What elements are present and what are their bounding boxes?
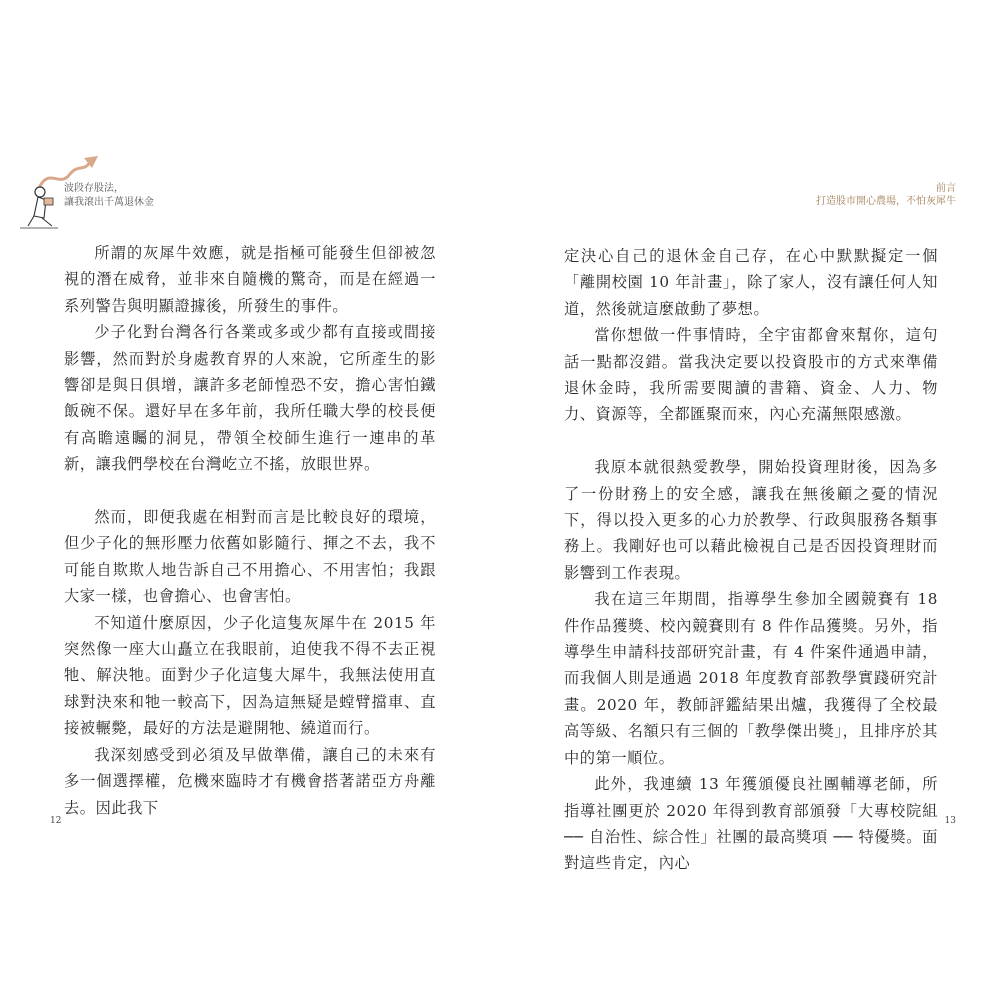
running-head-right: [816, 182, 956, 208]
paragraph: 定決心自己的退休金自己存，在心中默默擬定一個「離開校園 10 年計畫」，除了家人，沒有讓任何人知道，然後就這麼啟動了夢想。: [564, 247, 938, 318]
paragraph: 不知道什麼原因，少子化這隻灰犀牛在 2015 年突然像一座大山矗立在我眼前，迫使我不得不去正視牠、解決牠。面對少子化這隻大犀牛，我無法使用直球對決來和牠一較高下，因為這無疑是螳臂擋車、直接被輾斃，最好的方法是避開牠、繞道而行。: [64, 613, 436, 738]
right-page: [500, 0, 1000, 1000]
paragraph: 所謂的灰犀牛效應，就是指極可能發生但卻被忽視的潛在威脅，並非來自隨機的驚奇，而是在經過一系列警告與明顯證據後，所發生的事件。: [64, 244, 436, 315]
paragraph: 我在這三年期間，指導學生參加全國競賽有 18 件作品獲獎、校內競賽則有 8 件作品獲獎。另外，指導學生申請科技部研究計畫，有 4 件案件通過申請，而我個人則是通過 2018 年度教育部教學實踐研究計畫。2020 年，教師評鑑結果出爐，我獲得了全校最高等級、名額只有三個的「教學傑出獎」，且排序於其中的第一順位。: [564, 590, 938, 767]
paragraph: 然而，即便我處在相對而言是比較良好的環境，但少子化的無形壓力依舊如影隨行、揮之不去，我不可能自欺欺人地告訴自己不用擔心、不用害怕；我跟大家一樣，也會擔心、也會害怕。: [64, 508, 436, 606]
paragraph: 我原本就很熱愛教學，開始投資理財後，因為多了一份財務上的安全感，讓我在無後顧之憂的情況下，得以投入更多的心力於教學、行政與服務各類事務上。我剛好也可以藉此檢視自己是否因投資理財而影響到工作表現。: [564, 458, 938, 582]
paragraph: 少子化對台灣各行各業或多或少都有直接或間接影響，然而對於身處教育界的人來說，它所產生的影響卻是與日俱增，讓許多老師惶恐不安，擔心害怕鐵飯碗不保。還好早在多年前，我所任職大學的校長便有高瞻遠矚的洞見，帶領全校師生進行一連串的革新，讓我們學校在台灣屹立不搖，放眼世界。: [64, 323, 436, 474]
page-number-right: 13: [944, 816, 956, 826]
paragraph: 此外，我連續 13 年獲頒優良社團輔導老師，所指導社團更於 2020 年得到教育部頒發「大專校院組 ── 自治性、綜合性」社團的最高獎項 ── 特優獎。面對這些肯定，內心: [564, 775, 938, 873]
left-body-text: [64, 240, 436, 821]
running-head-left: [64, 182, 154, 210]
paragraph: 我深刻感受到必須及早做準備，讓自己的未來有多一個選擇權，危機來臨時才有機會搭著諾亞方舟離去。因此我下: [64, 745, 436, 817]
running-head-right-line2: 打造股市開心農場，不怕灰犀牛: [816, 196, 956, 207]
running-head-left-line2: 讓我滾出千萬退休金: [64, 197, 154, 208]
paragraph-gap: [564, 428, 938, 454]
running-head-right-line1: 前言: [936, 183, 956, 194]
paragraph: 當你想做一件事情時，全宇宙都會來幫你，這句話一點都沒錯。當我決定要以投資股市的方式來準備退休金時，我所需要閱讀的書籍、資金、人力、物力、資源等，全都匯聚而來，內心充滿無限感激。: [564, 326, 938, 424]
page-number-left: 12: [50, 816, 62, 826]
right-body-text: [564, 243, 938, 877]
paragraph-gap: [64, 478, 436, 504]
running-head-left-line1: 波段存股法，: [64, 183, 124, 194]
